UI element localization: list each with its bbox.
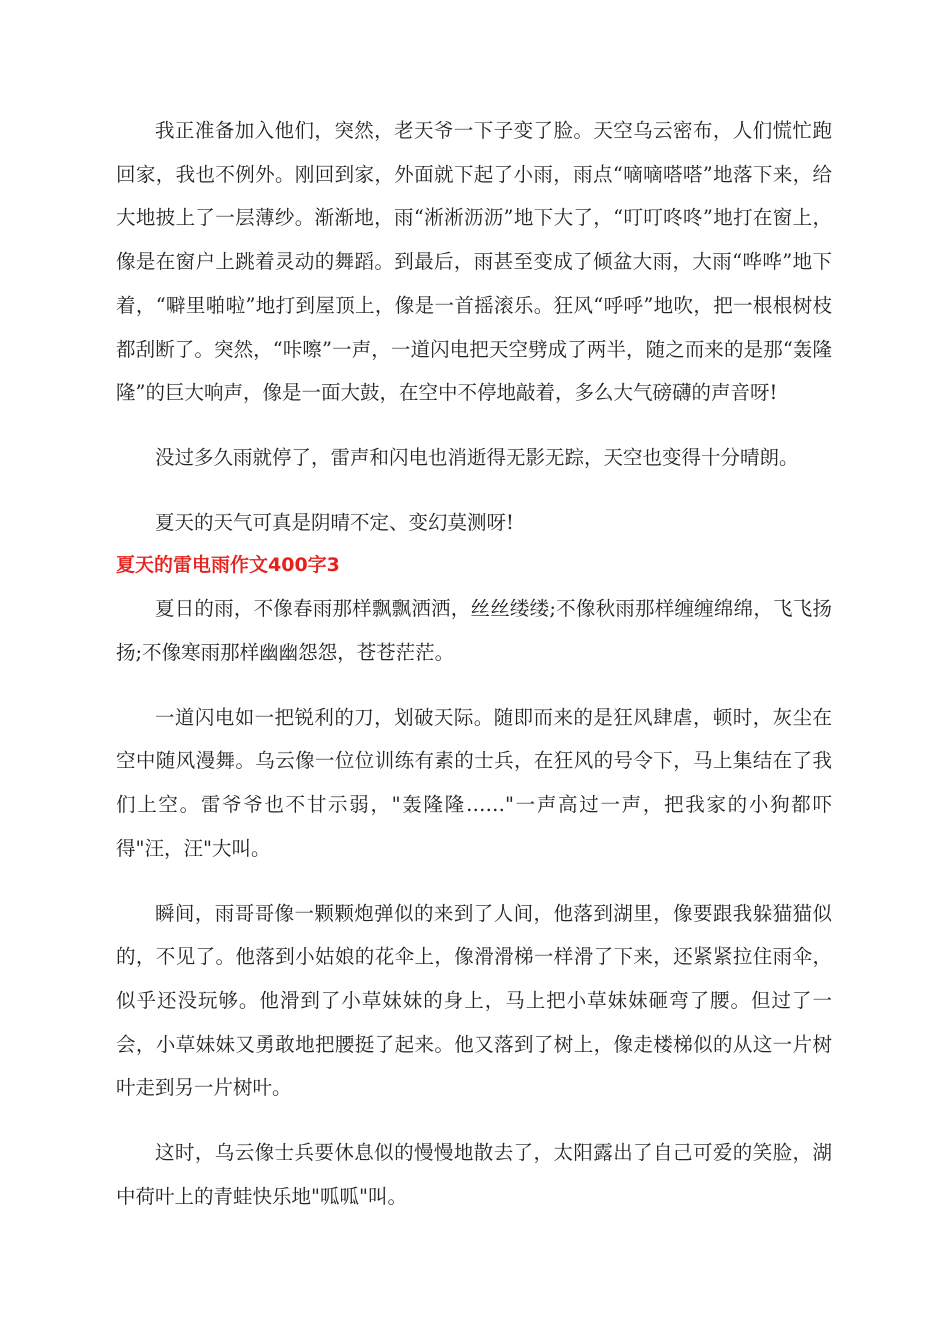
- paragraph-clouds-disperse: 这时，乌云像士兵要休息似的慢慢地散去了，太阳露出了自己可爱的笑脸，湖中荷叶上的青蛙快乐地"呱呱"叫。: [116, 1141, 832, 1208]
- paragraph-summer-rain: 夏日的雨，不像春雨那样飘飘洒洒，丝丝缕缕;不像秋雨那样缠缠绵绵，飞飞扬扬;不像寒雨那样幽幽怨怨，苍苍茫茫。: [116, 597, 832, 665]
- document-body: [116, 109, 832, 1218]
- paragraph-lightning: 一道闪电如一把锐利的刀，划破天际。随即而来的是狂风肆虐，顿时，灰尘在空中随风漫舞。乌云像一位位训练有素的士兵，在狂风的号令下，马上集结在了我们上空。雷爷爷也不甘示弱，"轰隆隆……"一声高过一声，把我家的小狗都吓得"汪，汪"大叫。: [116, 705, 832, 860]
- paragraph-raindrops: 瞬间，雨哥哥像一颗颗炮弹似的来到了人间，他落到湖里，像要跟我躲猫猫似的，不见了。他落到小姑娘的花伞上，像滑滑梯一样滑了下来，还紧紧拉住雨伞，似乎还没玩够。他滑到了小草妹妹的身上，马上把小草妹妹砸弯了腰。但过了一会，小草妹妹又勇敢地把腰挺了起来。他又落到了树上，像走楼梯似的从这一片树叶走到另一片树叶。: [116, 901, 832, 1100]
- paragraph-rain-stops: 没过多久雨就停了，雷声和闪电也消逝得无影无踪，天空也变得十分晴朗。: [155, 445, 799, 469]
- essay-heading: 夏天的雷电雨作文400字3: [116, 554, 340, 577]
- paragraph-weather-summary: 夏天的天气可真是阴晴不定、变幻莫测呀!: [155, 510, 514, 534]
- paragraph-thunderstorm: 我正准备加入他们，突然，老天爷一下子变了脸。天空乌云密布，人们慌忙跑回家，我也不例外。刚回到家，外面就下起了小雨，雨点“嘀嘀嗒嗒”地落下来，给大地披上了一层薄纱。渐渐地，雨“淅淅沥沥”地下大了，“叮叮咚咚”地打在窗上，像是在窗户上跳着灵动的舞蹈。到最后，雨甚至变成了倾盆大雨，大雨“哗哗”地下着，“噼里啪啦”地打到屋顶上，像是一首摇滚乐。狂风“呼呼”地吹，把一根根树枝都刮断了。突然，“咔嚓”一声，一道闪电把天空劈成了两半，随之而来的是那“轰隆隆”的巨大响声，像是一面大鼓，在空中不停地敲着，多么大气磅礴的声音呀!: [116, 119, 832, 405]
